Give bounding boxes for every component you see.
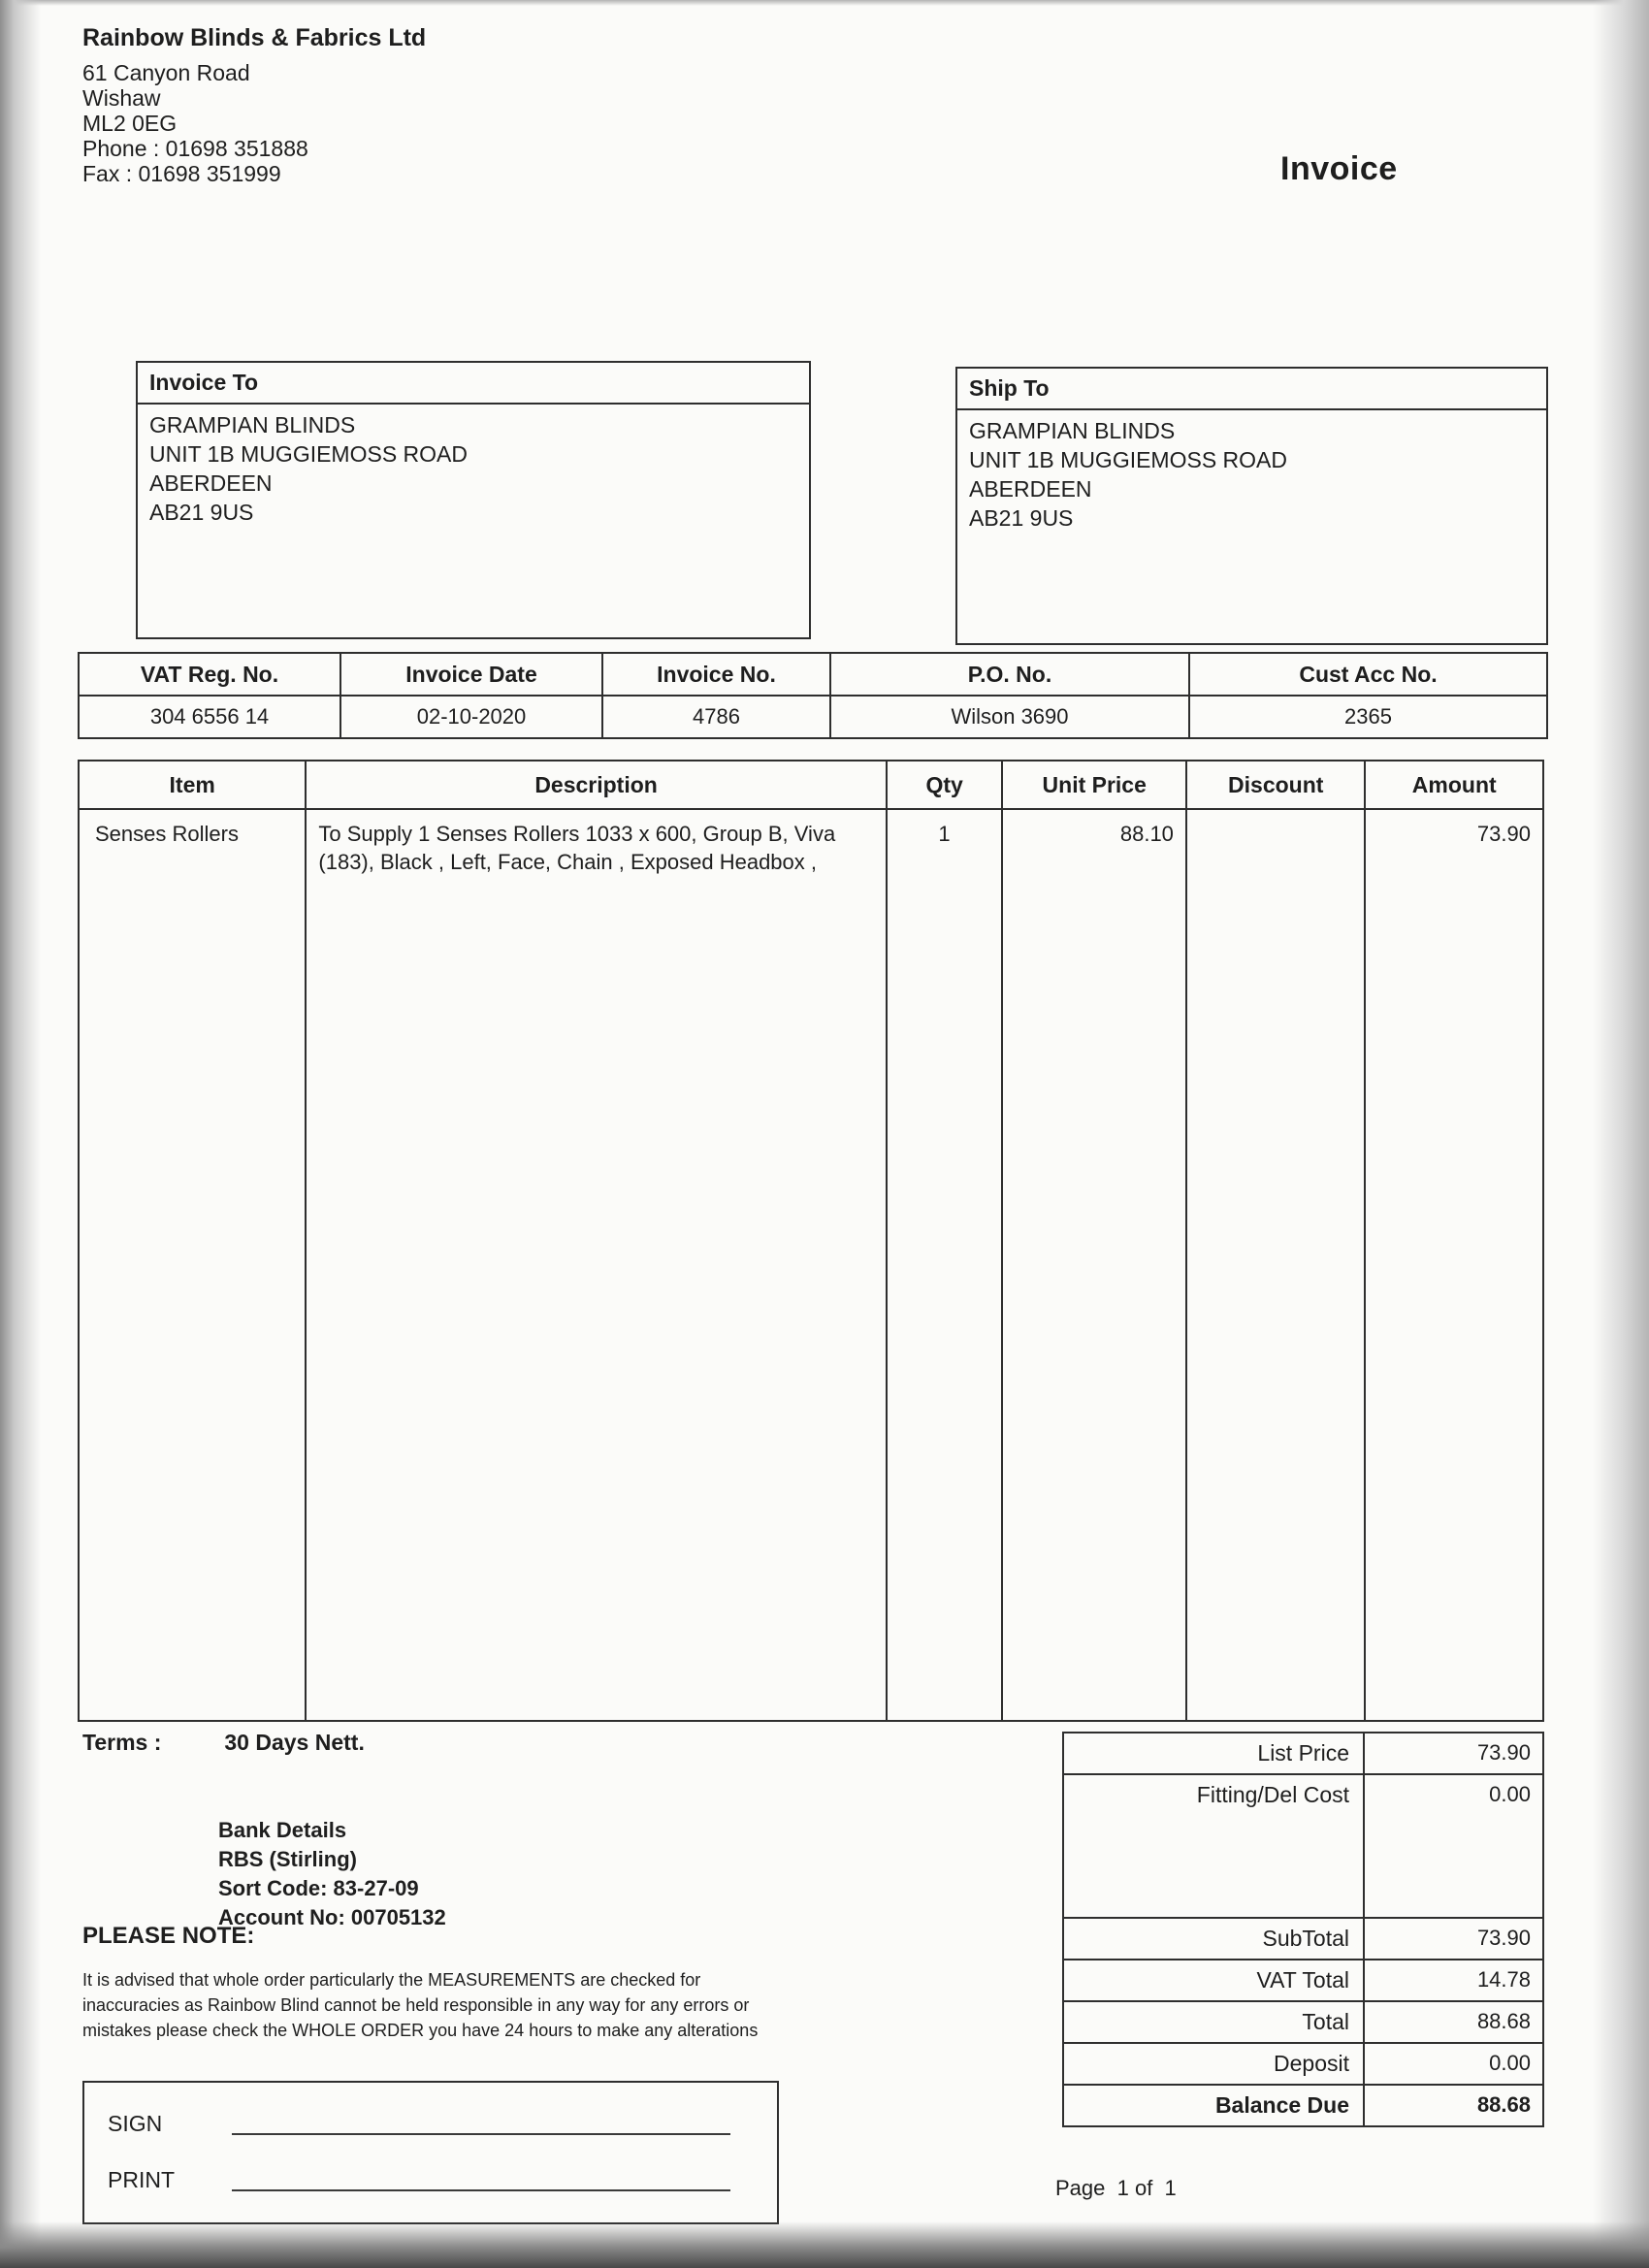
subtotal-value: 73.90 (1363, 1919, 1542, 1959)
meta-header-vat-reg-no: VAT Reg. No. (80, 654, 341, 695)
meta-header-invoice-no: Invoice No. (603, 654, 831, 695)
ship-to-line: ABERDEEN (969, 476, 1092, 502)
totals-row-balance-due (1064, 2084, 1542, 2125)
terms-row (82, 1730, 365, 1756)
company-address-line-1: 61 Canyon Road (82, 60, 250, 85)
meta-value-row (80, 695, 1546, 737)
sign-row (108, 2092, 777, 2149)
totals-row-list-price (1064, 1733, 1542, 1773)
sign-signature-line (232, 2133, 730, 2135)
bank-name: RBS (Stirling) (218, 1847, 357, 1871)
totals-row-subtotal (1064, 1917, 1542, 1959)
bank-sort-code: Sort Code: 83-27-09 (218, 1876, 419, 1900)
meta-header-cust-acc-no: Cust Acc No. (1299, 661, 1438, 687)
terms-value: 30 Days Nett. (224, 1730, 365, 1755)
meta-header-row (80, 654, 1546, 695)
total-label: Total (1302, 2009, 1349, 2034)
ship-to-address (957, 410, 1546, 538)
totals-row-vat-total (1064, 1959, 1542, 2000)
print-row (108, 2149, 777, 2205)
ship-to-line: UNIT 1B MUGGIEMOSS ROAD (969, 447, 1288, 472)
company-phone: Phone : 01698 351888 (82, 136, 308, 161)
invoice-to-line: GRAMPIAN BLINDS (149, 412, 356, 437)
scan-artifact-left (0, 0, 41, 2268)
invoice-to-address (138, 405, 809, 533)
scan-artifact-right (1593, 0, 1649, 2268)
vat-total-value: 14.78 (1363, 1960, 1542, 2000)
line-item-unit-price: 88.10 (1003, 810, 1187, 1720)
company-block (82, 23, 426, 186)
invoice-to-line: AB21 9US (149, 500, 254, 525)
line-item-description: To Supply 1 Senses Rollers 1033 x 600, Group B, Viva (183), Black , Left, Face, Chain , Exposed Headbox , (307, 810, 887, 1720)
items-header-qty: Qty (888, 761, 1004, 808)
scan-artifact-bottom (0, 2221, 1649, 2268)
line-item-amount: 73.90 (1476, 822, 1531, 846)
invoice-to-line: UNIT 1B MUGGIEMOSS ROAD (149, 441, 469, 467)
sign-label: SIGN (108, 2111, 163, 2136)
line-item-qty: 1 (888, 810, 1004, 1720)
items-header-unit-price: Unit Price (1003, 761, 1187, 808)
items-header-discount: Discount (1187, 761, 1367, 808)
company-address-line-2: Wishaw (82, 85, 161, 111)
bank-details-block (218, 1816, 446, 1932)
ship-to-header: Ship To (957, 369, 1546, 410)
fitting-del-cost-label: Fitting/Del Cost (1196, 1782, 1349, 1807)
document-title: Invoice (1280, 150, 1398, 187)
company-fax: Fax : 01698 351999 (82, 161, 281, 186)
line-item-discount (1187, 810, 1367, 1720)
bank-account-no: Account No: 00705132 (218, 1905, 446, 1929)
line-item-name: Senses Rollers (80, 810, 307, 1720)
totals-row-deposit (1064, 2042, 1542, 2084)
please-note-heading: PLEASE NOTE: (82, 1923, 255, 1949)
print-signature-line (232, 2189, 730, 2191)
invoice-to-box (136, 361, 811, 639)
invoice-to-header: Invoice To (138, 363, 809, 405)
totals-row-total (1064, 2000, 1542, 2042)
meta-value-cust-acc-no: 2365 (1344, 704, 1392, 729)
company-name: Rainbow Blinds & Fabrics Ltd (82, 24, 427, 51)
items-header-item: Item (80, 761, 307, 808)
ship-to-box (955, 367, 1548, 645)
company-address-line-3: ML2 0EG (82, 111, 178, 136)
list-price-value: 73.90 (1363, 1733, 1542, 1773)
fitting-del-cost-value: 0.00 (1363, 1775, 1542, 1917)
items-header-amount: Amount (1411, 771, 1497, 797)
meta-header-po-no: P.O. No. (831, 654, 1190, 695)
meta-value-invoice-no: 4786 (603, 697, 831, 737)
items-header-row (80, 761, 1542, 810)
total-value: 88.68 (1363, 2002, 1542, 2042)
meta-value-vat-reg-no: 304 6556 14 (80, 697, 341, 737)
ship-to-line: AB21 9US (969, 505, 1074, 531)
invoice-meta-table (78, 652, 1548, 739)
balance-due-label: Balance Due (1214, 2092, 1349, 2118)
items-header-description: Description (307, 761, 887, 808)
invoice-to-line: ABERDEEN (149, 470, 273, 496)
please-note-text: It is advised that whole order particularly the MEASUREMENTS are checked for inaccuracies as Rainbow Blind cannot be held responsible in any way for any errors or mistakes please check the WHOLE ORDER you have 24 hours to make any alterations (82, 1970, 759, 2040)
deposit-label: Deposit (1274, 2051, 1349, 2076)
page-number: Page 1 of 1 (1055, 2176, 1177, 2200)
meta-value-po-no: Wilson 3690 (831, 697, 1190, 737)
terms-label: Terms : (82, 1730, 162, 1755)
deposit-value: 0.00 (1363, 2044, 1542, 2084)
meta-header-invoice-date: Invoice Date (341, 654, 603, 695)
list-price-label: List Price (1257, 1740, 1349, 1766)
scan-artifact-top (0, 0, 1649, 6)
vat-total-label: VAT Total (1256, 1967, 1349, 1993)
line-items-table (78, 760, 1544, 1722)
meta-value-invoice-date: 02-10-2020 (341, 697, 603, 737)
line-item-row (80, 810, 1542, 1720)
balance-due-value: 88.68 (1363, 2086, 1542, 2125)
totals-row-fitting-del-cost (1064, 1773, 1542, 1917)
subtotal-label: SubTotal (1262, 1926, 1349, 1951)
bank-details-heading: Bank Details (218, 1818, 347, 1842)
totals-box (1062, 1732, 1544, 2127)
print-label: PRINT (108, 2167, 175, 2192)
ship-to-line: GRAMPIAN BLINDS (969, 418, 1176, 443)
signature-box (82, 2081, 779, 2224)
